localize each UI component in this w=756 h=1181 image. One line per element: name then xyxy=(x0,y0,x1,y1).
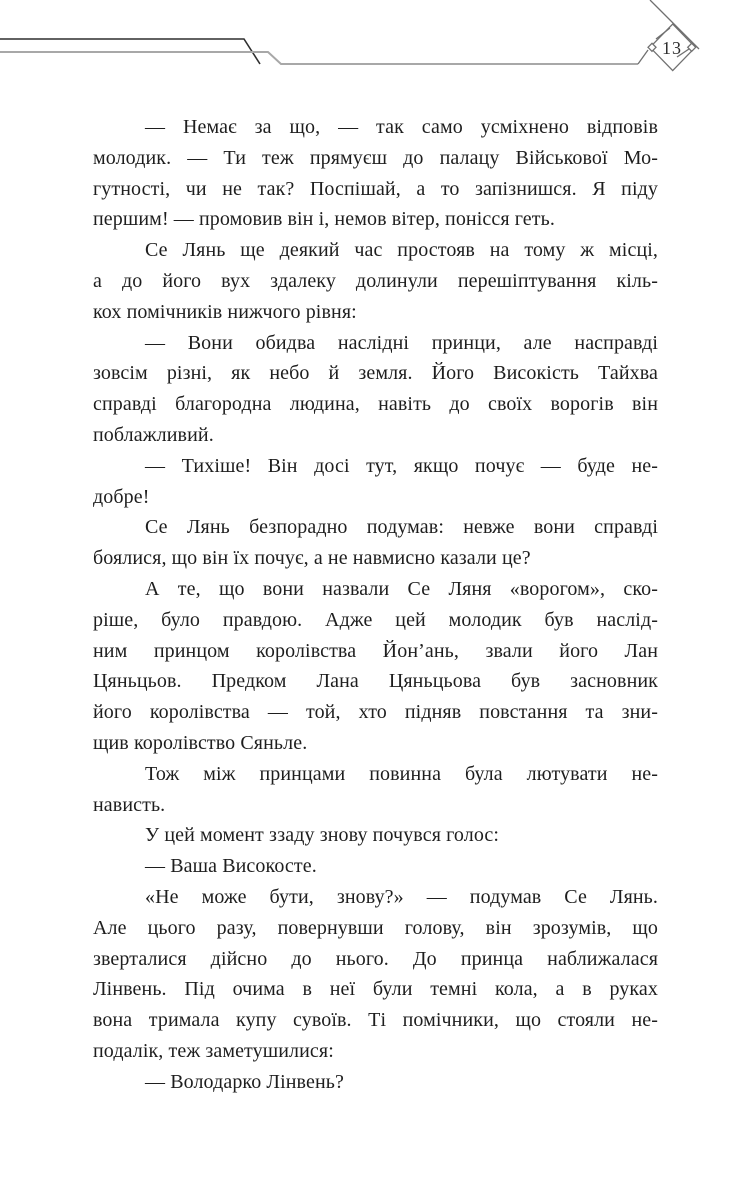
text-column xyxy=(93,112,658,1098)
text-line: Цяньцьов. Предком Лана Цяньцьова був засновник xyxy=(93,670,658,693)
text-line: ріше, було правдою. Адже цей молодик був наслід- xyxy=(93,608,658,631)
text-line: першим! — промовив він і, немов вітер, понісся геть. xyxy=(93,208,555,231)
text-line: «Не може бути, знову?» — подумав Се Лянь. xyxy=(145,885,658,908)
paragraph xyxy=(93,820,658,851)
text-line: Але цього разу, повернувши голову, він зрозумів, що xyxy=(93,916,658,939)
text-line: нависть. xyxy=(93,793,166,816)
text-line: зовсім різні, як небо й земля. Його Високість Тайхва xyxy=(93,362,658,385)
ornament-link-line xyxy=(638,50,648,64)
text-line: — Володарко Лінвень? xyxy=(145,1070,344,1093)
paragraph xyxy=(93,1067,658,1098)
header-rule-gray xyxy=(0,52,638,64)
text-line: Тож між принцами повинна була лютувати не- xyxy=(145,762,658,785)
text-line: Се Лянь безпорадно подумав: невже вони справді xyxy=(145,516,658,539)
text-line: — Немає за що, — так само усміхнено відповів xyxy=(145,116,658,138)
text-line: його королівства — той, хто підняв повстання та зни- xyxy=(93,701,658,724)
text-line: — Вони обидва наслідні принци, але насправді xyxy=(145,331,658,354)
text-line: боялися, що він їх почує, а не навмисно казали це? xyxy=(93,547,531,570)
text-line: щив королівство Сяньле. xyxy=(93,731,308,754)
paragraph xyxy=(93,882,658,1067)
text-line: Лінвень. Під очима в неї були темні кола, а в руках xyxy=(93,978,658,1001)
text-line: добре! xyxy=(93,485,150,508)
text-line: а до його вух здалеку долинули перешіптування кіль- xyxy=(93,269,658,292)
paragraph xyxy=(93,235,658,327)
text-line: подалік, теж заметушилися: xyxy=(93,1039,334,1062)
text-line: кох помічників нижчого рівня: xyxy=(93,300,357,323)
text-line: ним принцом королівства Йон’ань, звали його Лан xyxy=(93,639,658,662)
text-line: молодик. — Ти теж прямуєш до палацу Військової Мо- xyxy=(93,146,658,169)
text-line: — Ваша Високосте. xyxy=(145,855,317,878)
text-line: У цей момент ззаду знову почувся голос: xyxy=(145,824,500,847)
text-line: вона тримала купу сувоїв. Ті помічники, що стояли не- xyxy=(93,1009,658,1032)
paragraph xyxy=(93,112,658,235)
text-line: зверталися дійсно до нього. До принца наближалася xyxy=(93,947,658,970)
text-line: гутності, чи не так? Поспішай, а то запізнишся. Я піду xyxy=(93,177,658,200)
paragraph xyxy=(93,574,658,759)
text-line: поблажливий. xyxy=(93,423,214,446)
paragraph xyxy=(93,328,658,451)
paragraph xyxy=(93,851,658,882)
paragraph xyxy=(93,512,658,574)
text-line: — Тихіше! Він досі тут, якщо почує — буде не- xyxy=(145,454,658,477)
text-line: Се Лянь ще деякий час простояв на тому ж місці, xyxy=(145,239,658,262)
page-number: 13 xyxy=(662,38,682,58)
text-line: А те, що вони назвали Се Ляня «ворогом», ско- xyxy=(145,577,658,600)
paragraph xyxy=(93,759,658,821)
paragraph xyxy=(93,451,658,513)
text-line: справді благородна людина, навіть до своїх ворогів він xyxy=(93,393,658,416)
header-ornament xyxy=(0,0,756,100)
